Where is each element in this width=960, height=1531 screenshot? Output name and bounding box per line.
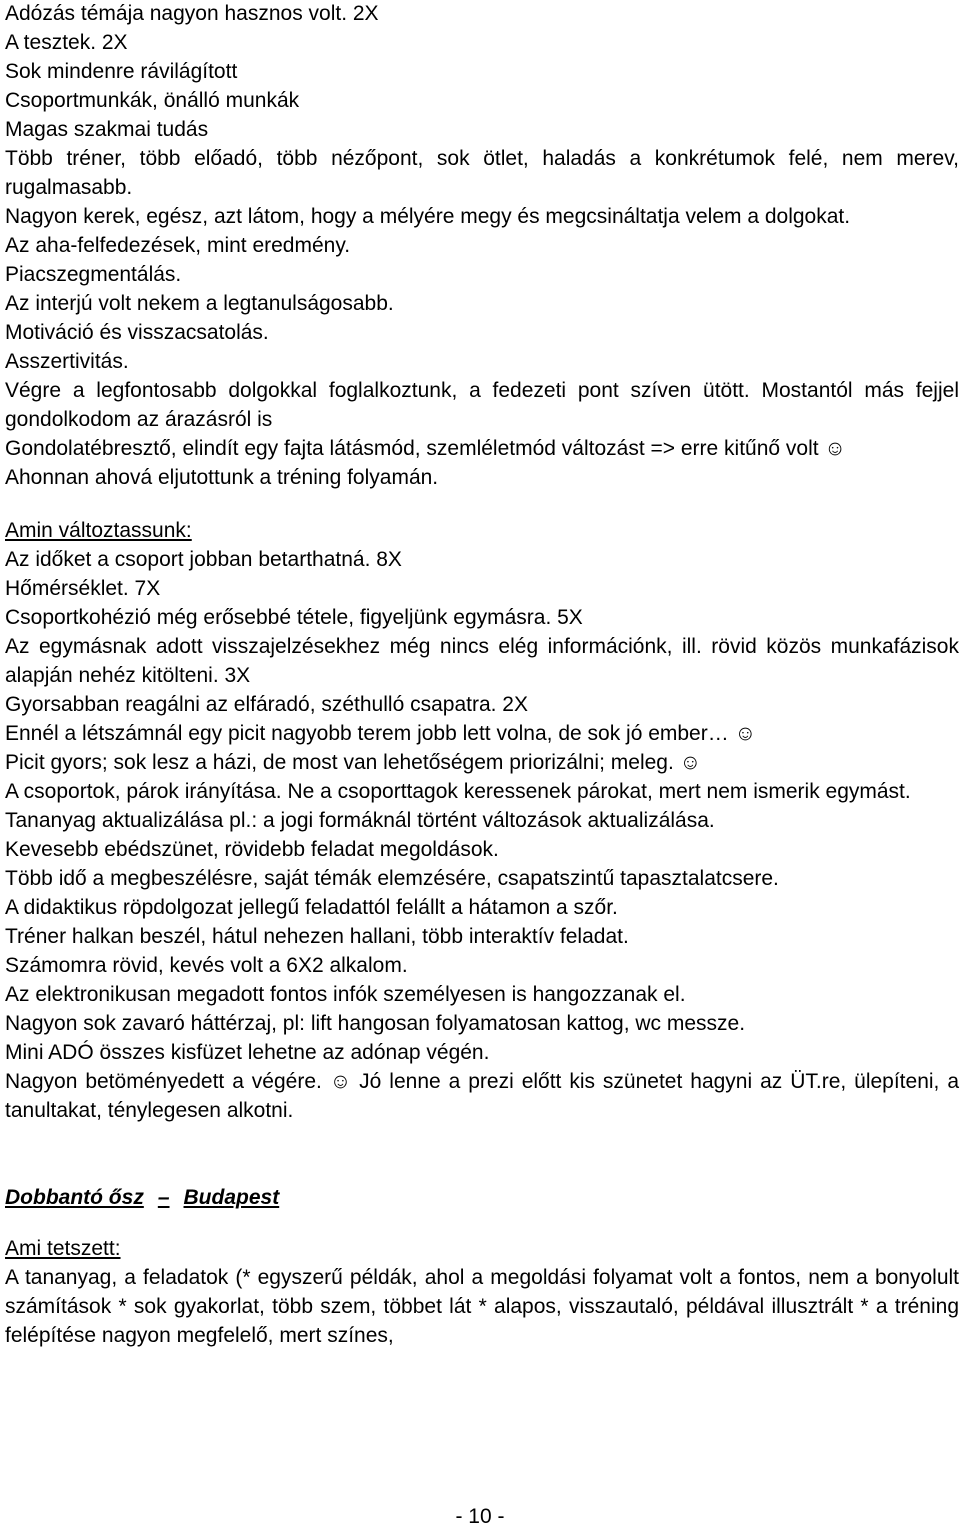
feedback-paragraph: Gondolatébresztő, elindít egy fajta látásmód, szemléletmód változást => erre kitűnő volt ☺ xyxy=(5,437,846,460)
section-title xyxy=(5,1183,959,1212)
change-item: Nagyon sok zavaró háttérzaj, pl: lift hangosan folyamatosan kattog, wc messze. xyxy=(5,1012,746,1035)
change-item: Tréner halkan beszél, hátul nehezen hallani, több interaktív feladat. xyxy=(5,925,629,948)
feedback-paragraph: Több tréner, több előadó, több nézőpont, sok ötlet, haladás a konkrétumok felé, nem merev, rugalmasabb. xyxy=(5,147,959,199)
change-item: Az időket a csoport jobban betarthatná. 8X xyxy=(5,548,402,571)
change-item: Hőmérséklet. 7X xyxy=(5,577,161,600)
feedback-line: Csoportmunkák, önálló munkák xyxy=(5,89,300,112)
feedback-line: Adózás témája nagyon hasznos volt. 2X xyxy=(5,2,379,25)
change-item: Több idő a megbeszélésre, saját témák elemzésére, csapatszintű tapasztalatcsere. xyxy=(5,867,779,890)
section-title-part2: Budapest xyxy=(183,1186,280,1209)
change-item: Az egymásnak adott visszajelzésekhez még nincs elég információnk, ill. rövid közös munkafázisok alapján nehéz kitölteni. 3X xyxy=(5,635,959,687)
change-item: A didaktikus röpdolgozat jellegű feladattól felállt a hátamon a szőr. xyxy=(5,896,618,919)
change-item: Picit gyors; sok lesz a házi, de most van lehetőségem priorizálni; meleg. ☺ xyxy=(5,751,702,774)
page-number: - 10 - xyxy=(455,1505,505,1528)
change-item: A csoportok, párok irányítása. Ne a csoporttagok keressenek párokat, mert nem ismerik egymást. xyxy=(5,780,911,803)
feedback-line: Piacszegmentálás. xyxy=(5,263,182,286)
feedback-line: Magas szakmai tudás xyxy=(5,118,209,141)
change-item: Mini ADÓ összes kisfüzet lehetne az adónap végén. xyxy=(5,1041,490,1064)
feedback-line: Ahonnan ahová eljutottunk a tréning folyamán. xyxy=(5,466,439,489)
change-item: Gyorsabban reagálni az elfáradó, széthulló csapatra. 2X xyxy=(5,693,528,716)
feedback-line: A tesztek. 2X xyxy=(5,31,128,54)
change-item: Tananyag aktualizálása pl.: a jogi formáknál történt változások aktualizálása. xyxy=(5,809,715,832)
section-title-part1: Dobbantó ősz xyxy=(5,1186,144,1209)
feedback-line: Sok mindenre rávilágított xyxy=(5,60,238,83)
section-title-separator: – xyxy=(157,1186,170,1209)
change-item: Nagyon betöményedett a végére. ☺ Jó lenne a prezi előtt kis szünetet hagyni az ÜT.re, ülepíteni, a tanultakat, ténylegesen alkotni. xyxy=(5,1070,959,1122)
change-item: Az elektronikusan megadott fontos infók személyesen is hangozzanak el. xyxy=(5,983,686,1006)
feedback-list-top xyxy=(5,0,959,492)
feedback-paragraph: Nagyon kerek, egész, azt látom, hogy a mélyére megy és megcsináltatja velem a dolgokat. xyxy=(5,205,851,228)
change-item: Csoportkohézió még erősebbé tétele, figyeljünk egymásra. 5X xyxy=(5,606,583,629)
feedback-line: Asszertivitás. xyxy=(5,350,129,373)
liked-heading: Ami tetszett: xyxy=(5,1237,121,1260)
liked-paragraph: A tananyag, a feladatok (* egyszerű példák, ahol a megoldási folyamat volt a fontos, nem a bonyolult számítások * sok gyakorlat, több szem, többet lát * alapos, visszautaló, példával illusztrált * a tréning felépítése nagyon megfelelő, mert színes, xyxy=(5,1266,959,1347)
change-item: Kevesebb ebédszünet, rövidebb feladat megoldások. xyxy=(5,838,499,861)
feedback-line: Az aha-felfedezések, mint eredmény. xyxy=(5,234,351,257)
change-list xyxy=(5,545,959,1125)
change-heading: Amin változtassunk: xyxy=(5,519,192,542)
feedback-line: Motiváció és visszacsatolás. xyxy=(5,321,269,344)
document-page xyxy=(5,0,959,1350)
change-item: Ennél a létszámnál egy picit nagyobb terem jobb lett volna, de sok jó ember… ☺ xyxy=(5,722,757,745)
feedback-line: Az interjú volt nekem a legtanulságosabb. xyxy=(5,292,394,315)
feedback-paragraph: Végre a legfontosabb dolgokkal foglalkoztunk, a fedezeti pont szíven ütött. Mostantól más fejjel gondolkodom az árazásról is xyxy=(5,379,959,431)
change-item: Számomra rövid, kevés volt a 6X2 alkalom. xyxy=(5,954,408,977)
